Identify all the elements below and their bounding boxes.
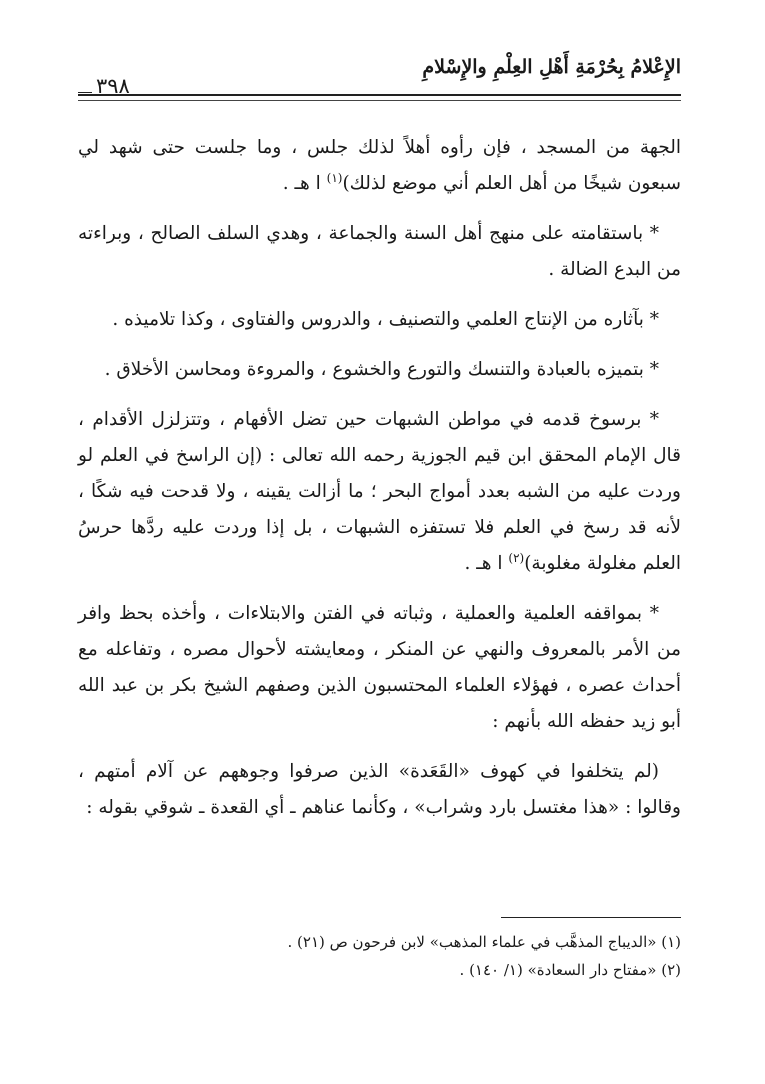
paragraph-tail: ا هـ . xyxy=(464,553,509,574)
paragraph xyxy=(78,352,681,388)
running-header xyxy=(78,52,681,98)
paragraph-text: (لم يتخلفوا في كهوف «القَعَدة» الذين صرفوا وجوههم عن آلام أمتهم ، وقالوا : «هذا مغتسل بارد وشراب» ، وكأنما عناهم ـ أي القعدة ـ شوقي بقوله : xyxy=(78,761,681,818)
paragraph xyxy=(78,754,681,826)
page-number: ٣٩٨ xyxy=(96,74,130,98)
footnote: (١) «الديباج المذهَّب في علماء المذهب» لابن فرحون ص (٢١) . xyxy=(287,933,681,951)
footnotes xyxy=(78,928,681,984)
footnote-separator xyxy=(501,917,681,918)
paragraph xyxy=(78,216,681,288)
paragraph-text: * بتميزه بالعبادة والتنسك والتورع والخشوع ، والمروءة ومحاسن الأخلاق . xyxy=(104,359,659,380)
paragraph-text: * بآثاره من الإنتاج العلمي والتصنيف ، والدروس والفتاوى ، وكذا تلاميذه . xyxy=(112,309,659,330)
footnote-ref: (١) xyxy=(326,170,343,185)
paragraph xyxy=(78,596,681,740)
paragraph xyxy=(78,302,681,338)
paragraph-tail: ا هـ . xyxy=(282,173,327,194)
book-title: الإِعْلامُ بِحُرْمَةِ أَهْلِ العِلْمِ والإِسْلامِ xyxy=(422,56,681,78)
header-rule xyxy=(78,94,681,101)
paragraph-text: * باستقامته على منهج أهل السنة والجماعة ، وهدي السلف الصالح ، وبراءته من البدع الضالة . xyxy=(78,223,681,280)
paragraph xyxy=(78,402,681,582)
footnote: (٢) «مفتاح دار السعادة» (١/ ١٤٠) . xyxy=(459,961,681,979)
paragraph-text: * بمواقفه العلمية والعملية ، وثباته في الفتن والابتلاءات ، وأخذه بحظ وافر من الأمر بالمعروف والنهي عن المنكر ، ومعايشته لأحوال مصره ، وتفاعله مع أحداث عصره ، فهؤلاء العلماء المحتسبون الذين وصفهم الشيخ بكر بن عبد الله أبو زيد حفظه الله بأنهم : xyxy=(78,603,681,732)
paragraph-text: * برسوخ قدمه في مواطن الشبهات حين تضل الأفهام ، وتتزلزل الأقدام ، قال الإمام المحقق ابن قيم الجوزية رحمه الله تعالى : (إن الراسخ في العلم لو وردت عليه من الشبه بعدد أمواج البحر ؛ ما أزالت يقينه ، ولا قدحت فيه شكًا ، لأنه قد رسخ في العلم فلا تستفزه الشبهات ، بل إذا وردت عليه ردَّها حرسُ العلم مغلولة مغلوبة) xyxy=(78,409,681,574)
paragraph xyxy=(78,130,681,202)
paragraph-text: الجهة من المسجد ، فإن رأوه أهلاً لذلك جلس ، وما جلست حتى شهد لي سبعون شيخًا من أهل العلم أني موضع لذلك) xyxy=(78,137,681,194)
main-text xyxy=(78,130,681,840)
footnote-ref: (٢) xyxy=(508,550,525,565)
page-number-rule xyxy=(78,92,92,93)
